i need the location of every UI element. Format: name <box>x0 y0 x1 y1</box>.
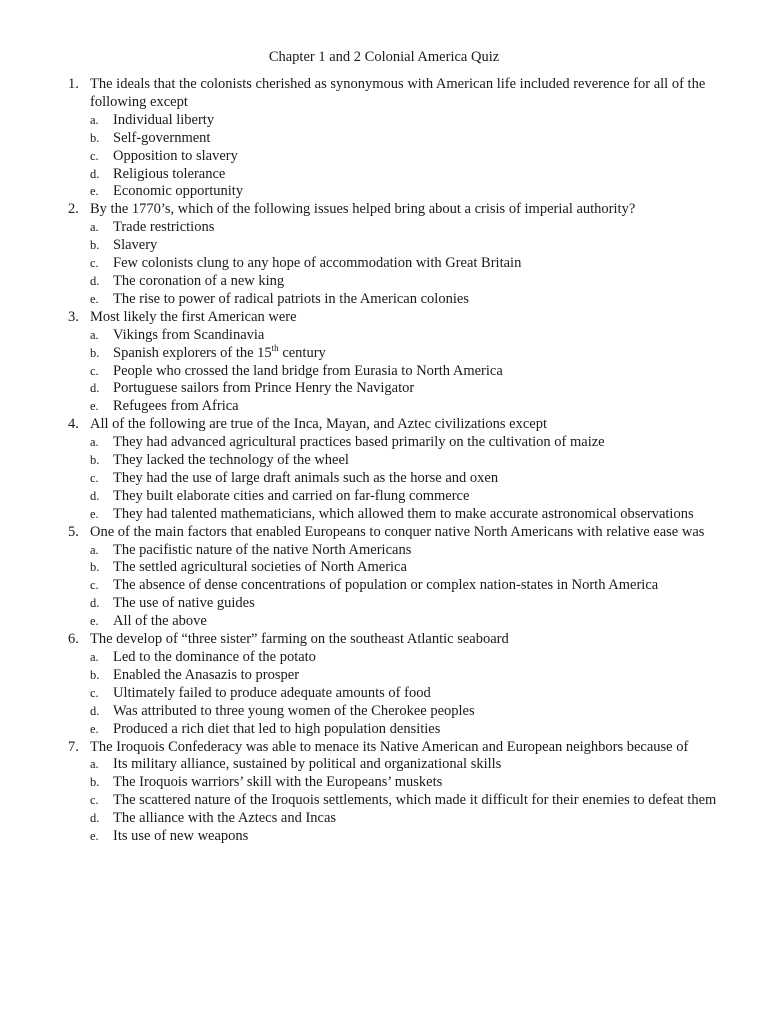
option-text <box>113 577 718 595</box>
option-text <box>113 595 718 613</box>
option-text <box>113 452 718 470</box>
option-text-main: The Iroquois warriors’ skill with the Europeans’ muskets <box>113 774 443 791</box>
option-text <box>113 506 718 524</box>
option-text <box>113 327 718 345</box>
option-letter: b. <box>90 667 100 682</box>
option-text <box>113 148 718 166</box>
question-1 <box>0 76 768 201</box>
option-text-main: People who crossed the land bridge from Eurasia to North America <box>113 362 503 379</box>
option-text-main: Refugees from Africa <box>113 398 239 415</box>
option-text-main: Economic opportunity <box>113 183 244 200</box>
option-letter: c. <box>90 578 99 593</box>
option-letter: a. <box>90 757 99 772</box>
answer-option <box>0 434 768 452</box>
question-7 <box>0 739 768 846</box>
option-text-main: Slavery <box>113 237 158 254</box>
question-number: 2. <box>68 201 79 218</box>
answer-option <box>0 721 768 739</box>
question-5 <box>0 524 768 631</box>
option-letter: a. <box>90 542 99 557</box>
option-text-main: Trade restrictions <box>113 219 215 236</box>
option-text <box>113 667 718 685</box>
answer-option <box>0 183 768 201</box>
option-letter: c. <box>90 685 99 700</box>
option-text <box>113 291 718 309</box>
option-letter: e. <box>90 291 99 306</box>
question-4 <box>0 416 768 523</box>
answer-option <box>0 255 768 273</box>
option-text <box>113 828 718 846</box>
option-text <box>113 756 718 774</box>
answer-option <box>0 327 768 345</box>
option-text-main: Opposition to slavery <box>113 147 238 164</box>
answer-option <box>0 237 768 255</box>
answer-option <box>0 774 768 792</box>
option-text <box>113 792 718 810</box>
answer-option <box>0 667 768 685</box>
option-text-main: The alliance with the Aztecs and Incas <box>113 810 337 827</box>
answer-option <box>0 685 768 703</box>
option-text-main: Its military alliance, sustained by political and organizational skills <box>113 756 502 773</box>
question-2 <box>0 201 768 308</box>
option-text <box>113 774 718 792</box>
answer-option <box>0 398 768 416</box>
option-text-main: Portuguese sailors from Prince Henry the Navigator <box>113 380 415 397</box>
option-letter: c. <box>90 363 99 378</box>
answer-option <box>0 130 768 148</box>
option-letter: c. <box>90 470 99 485</box>
option-text-main: Religious tolerance <box>113 165 226 182</box>
question-number: 1. <box>68 76 79 92</box>
question-text: One of the main factors that enabled Europeans to conquer native North Americans with relative ease was <box>90 523 705 540</box>
option-text <box>113 542 718 560</box>
answer-option <box>0 112 768 130</box>
option-text-main: Enabled the Anasazis to prosper <box>113 666 300 683</box>
option-text-main: Led to the dominance of the potato <box>113 649 316 665</box>
option-letter: a. <box>90 650 99 664</box>
question-list <box>0 76 768 846</box>
option-letter: c. <box>90 256 99 271</box>
answer-option <box>0 559 768 577</box>
option-text <box>113 488 718 506</box>
answer-option <box>0 792 768 810</box>
option-text-main: Vikings from Scandinavia <box>113 326 265 343</box>
option-letter: e. <box>90 721 99 736</box>
answer-option <box>0 577 768 595</box>
option-text-main: They had advanced agricultural practices based primarily on the cultivation of maize <box>113 434 605 451</box>
answer-option <box>0 649 768 667</box>
option-text <box>113 559 718 577</box>
option-letter: d. <box>90 273 100 288</box>
option-text-main: Self-government <box>113 129 211 146</box>
option-text-main: Individual liberty <box>113 111 215 128</box>
superscript: th <box>271 342 279 353</box>
answer-option <box>0 273 768 291</box>
question-3 <box>0 309 768 416</box>
option-letter: d. <box>90 381 100 396</box>
option-letter: d. <box>90 596 100 611</box>
option-text-main: They had the use of large draft animals such as the horse and oxen <box>113 469 499 486</box>
answer-option <box>0 291 768 309</box>
answer-option <box>0 148 768 166</box>
option-letter: b. <box>90 130 100 145</box>
answer-option <box>0 342 768 363</box>
option-text-main: The use of native guides <box>113 595 255 612</box>
option-text-main: The rise to power of radical patriots in the American colonies <box>113 290 469 307</box>
option-text-after: century <box>278 344 326 361</box>
option-text-main: The absence of dense concentrations of population or complex nation-states in North America <box>113 577 659 594</box>
answer-option <box>0 488 768 506</box>
question-text: By the 1770’s, which of the following issues helped bring about a crisis of imperial authority? <box>90 201 636 218</box>
option-letter: c. <box>90 148 99 163</box>
option-letter: b. <box>90 345 100 360</box>
option-text-main: Was attributed to three young women of the Cherokee peoples <box>113 702 475 719</box>
question-text: The Iroquois Confederacy was able to menace its Native American and European neighbors because of <box>90 738 689 755</box>
question-text: Most likely the first American were <box>90 308 297 325</box>
answer-option <box>0 828 768 846</box>
page-title: Chapter 1 and 2 Colonial America Quiz <box>268 49 500 65</box>
question-text: The develop of “three sister” farming on the southeast Atlantic seaboard <box>90 631 509 648</box>
answer-option <box>0 542 768 560</box>
option-text-main: They built elaborate cities and carried on far-flung commerce <box>113 487 470 504</box>
question-number: 5. <box>68 523 79 540</box>
option-letter: b. <box>90 453 100 468</box>
question-6 <box>0 631 768 738</box>
option-letter: b. <box>90 238 100 253</box>
option-letter: d. <box>90 703 100 718</box>
option-text <box>113 810 718 828</box>
option-letter: d. <box>90 811 100 826</box>
answer-option <box>0 703 768 721</box>
option-letter: e. <box>90 829 99 844</box>
answer-option <box>0 810 768 828</box>
option-letter: b. <box>90 775 100 790</box>
option-text <box>113 255 718 273</box>
option-text-main: Ultimately failed to produce adequate amounts of food <box>113 684 431 701</box>
option-letter: e. <box>90 614 99 629</box>
option-text <box>113 219 718 237</box>
option-letter: e. <box>90 506 99 521</box>
option-text-main: All of the above <box>113 613 207 630</box>
option-text-main: The pacifistic nature of the native North Americans <box>113 541 412 558</box>
option-text-main: The scattered nature of the Iroquois settlements, which made it difficult for their enemies to defeat them <box>113 792 717 809</box>
question-number: 7. <box>68 738 79 755</box>
answer-option <box>0 595 768 613</box>
option-text <box>113 342 718 363</box>
option-text <box>113 363 718 381</box>
answer-option <box>0 166 768 184</box>
option-text <box>113 721 718 739</box>
option-text <box>113 434 718 452</box>
option-text <box>113 237 718 255</box>
option-text-main: They had talented mathematicians, which allowed them to make accurate astronomical observations <box>113 505 694 522</box>
option-text <box>113 398 718 416</box>
option-letter: e. <box>90 184 99 199</box>
option-letter: a. <box>90 220 99 235</box>
option-text-main: Produced a rich diet that led to high population densities <box>113 720 441 737</box>
option-text <box>113 183 718 201</box>
option-text <box>113 649 718 667</box>
option-text <box>113 470 718 488</box>
answer-option <box>0 219 768 237</box>
question-number: 3. <box>68 308 79 325</box>
option-letter: c. <box>90 793 99 808</box>
option-text <box>113 112 718 130</box>
option-text <box>113 703 718 721</box>
option-text <box>113 273 718 291</box>
question-number: 4. <box>68 416 79 433</box>
option-letter: b. <box>90 560 100 575</box>
option-text-main: Spanish explorers of the 15 <box>113 344 272 361</box>
answer-option <box>0 470 768 488</box>
option-letter: a. <box>90 112 99 127</box>
question-text: The ideals that the colonists cherished as synonymous with American life included reverence for all of the following except <box>90 76 706 110</box>
option-letter: e. <box>90 399 99 414</box>
option-text-main: Its use of new weapons <box>113 828 249 845</box>
answer-option <box>0 613 768 631</box>
question-text: All of the following are true of the Inca, Mayan, and Aztec civilizations except <box>90 416 547 433</box>
option-text <box>113 613 718 631</box>
question-number: 6. <box>68 631 79 648</box>
option-text-main: The coronation of a new king <box>113 272 285 289</box>
option-text-main: The settled agricultural societies of North America <box>113 559 407 576</box>
option-text-main: Few colonists clung to any hope of accommodation with Great Britain <box>113 255 522 272</box>
answer-option <box>0 363 768 381</box>
answer-option <box>0 452 768 470</box>
option-text <box>113 166 718 184</box>
option-letter: d. <box>90 166 100 181</box>
answer-option <box>0 380 768 398</box>
option-text <box>113 685 718 703</box>
option-text-main: They lacked the technology of the wheel <box>113 452 349 469</box>
answer-option <box>0 506 768 524</box>
answer-option <box>0 756 768 774</box>
option-letter: a. <box>90 327 99 342</box>
option-text <box>113 130 718 148</box>
option-letter: d. <box>90 488 100 503</box>
option-letter: a. <box>90 435 99 450</box>
option-text <box>113 380 718 398</box>
